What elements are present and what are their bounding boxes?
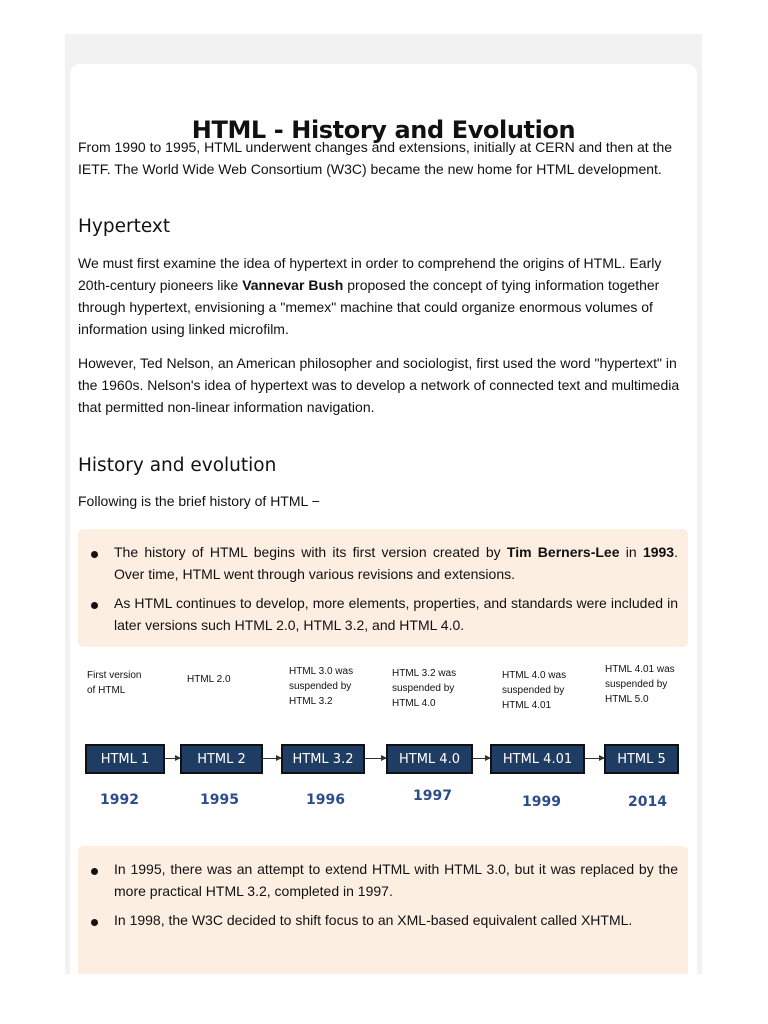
history-note-1	[78, 529, 688, 647]
timeline-caption-3: HTML 3.0 was suspended by HTML 3.2	[289, 666, 354, 707]
timeline-arrow	[585, 758, 604, 759]
timeline-box-html-1: HTML 1	[85, 744, 165, 774]
hypertext-heading: Hypertext	[78, 216, 171, 237]
tim-berners-lee-bold: Tim Berners-Lee	[506, 544, 620, 560]
timeline-year-4: 1997	[413, 788, 452, 804]
timeline-box-html-5: HTML 5	[604, 744, 679, 774]
timeline-box-html-2: HTML 2	[180, 744, 263, 774]
list-item: In 1998, the W3C decided to shift focus to an XML-based equivalent called XHTML.	[78, 909, 688, 931]
timeline-year-6: 2014	[628, 794, 667, 810]
history-heading: History and evolution	[78, 455, 277, 476]
timeline-arrow	[165, 758, 180, 759]
page-title: HTML - History and Evolution	[191, 116, 576, 144]
timeline-caption-6: HTML 4.01 was suspended by HTML 5.0	[605, 664, 675, 705]
timeline-caption-1: First version of HTML	[87, 670, 142, 696]
timeline-year-1: 1992	[100, 792, 139, 808]
year-1993-bold: 1993	[642, 544, 675, 560]
timeline-year-5: 1999	[522, 794, 561, 810]
hypertext-paragraph-2: However, Ted Nelson, an American philosopher and sociologist, first used the word "hypertext" in the 1960s. Nelson's idea of hypertext was to develop a network of connected text and multimedia that permitted non-linear information navigation.	[78, 355, 680, 415]
timeline-caption-2: HTML 2.0	[187, 674, 231, 685]
history-lead: Following is the brief history of HTML −	[78, 493, 320, 509]
list-item: In 1995, there was an attempt to extend HTML with HTML 3.0, but it was replaced by the more practical HTML 3.2, completed in 1997.	[78, 858, 688, 902]
hypertext-paragraph-1	[78, 252, 690, 340]
timeline-caption-4: HTML 3.2 was suspended by HTML 4.0	[392, 668, 457, 709]
page-background	[65, 34, 702, 974]
intro-paragraph: From 1990 to 1995, HTML underwent changes and extensions, initially at CERN and then at the IETF. The World Wide Web Consortium (W3C) became the new home for HTML development.	[78, 139, 673, 177]
timeline-arrow	[263, 758, 281, 759]
list-item: The history of HTML begins with its first version created by Tim Berners-Lee in 1993. Over time, HTML went through various revisions and extensions.	[78, 541, 688, 585]
history-note-2	[78, 846, 688, 974]
timeline-arrow	[473, 758, 490, 759]
timeline-arrow	[365, 758, 386, 759]
hypertext-p1-text-b: proposed the concept of tying information together through hypertext, envisioning a "memex" machine that could organize enormous volumes of information using linked microfilm.	[78, 277, 660, 337]
hypertext-p1-text-a: We must first examine the idea of hypertext in order to comprehend the origins of HTML. Early 20th-century pioneers like	[78, 255, 662, 293]
timeline-box-html-3-2: HTML 3.2	[281, 744, 365, 774]
timeline-year-3: 1996	[306, 792, 345, 808]
timeline-year-2: 1995	[200, 792, 239, 808]
html-version-timeline	[80, 664, 690, 834]
timeline-box-html-4-01: HTML 4.01	[490, 744, 585, 774]
vannevar-bush-bold: Vannevar Bush	[242, 277, 344, 293]
list-item: As HTML continues to develop, more elements, properties, and standards were included in later versions such HTML 2.0, HTML 3.2, and HTML 4.0.	[78, 592, 688, 636]
article-card	[70, 64, 697, 974]
timeline-caption-5: HTML 4.0 was suspended by HTML 4.01	[502, 670, 567, 711]
timeline-box-html-4-0: HTML 4.0	[386, 744, 473, 774]
